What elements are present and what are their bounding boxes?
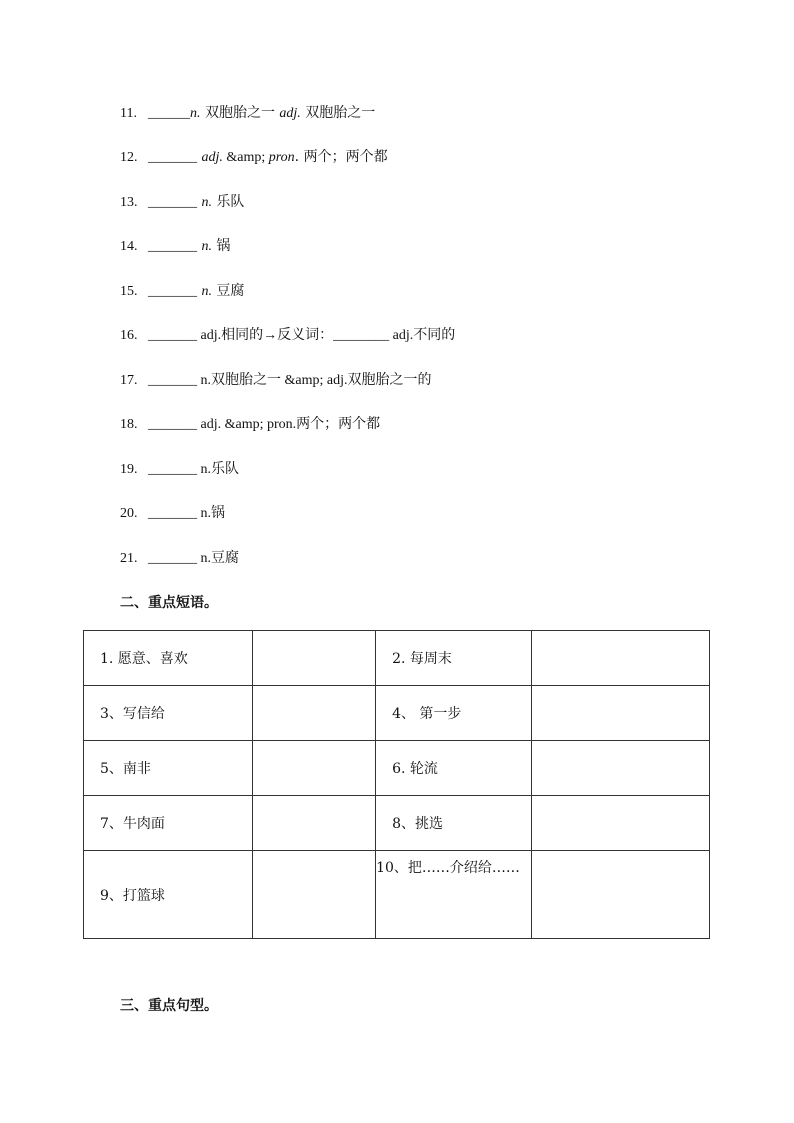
part-of-speech: adj.	[201, 150, 223, 165]
section-title-phrases: 二、重点短语。	[120, 595, 218, 611]
phrase-cell: 6. 轮流	[376, 741, 532, 796]
answer-blank[interactable]: _______	[148, 328, 197, 343]
answer-blank[interactable]: _______	[148, 506, 197, 521]
answer-blank[interactable]: _______	[148, 551, 197, 566]
vocab-item-19	[120, 460, 239, 479]
definition: 双胞胎之一	[200, 105, 280, 121]
answer-blank[interactable]: _______	[148, 373, 197, 388]
vocab-item-12	[120, 148, 388, 167]
answer-cell[interactable]	[531, 686, 709, 741]
vocab-item-14	[120, 237, 230, 256]
item-number: 19.	[120, 462, 138, 477]
answer-blank[interactable]: _______	[148, 239, 197, 254]
answer-cell[interactable]	[252, 631, 376, 686]
definition: adj. &amp; pron.两个；两个都	[197, 417, 381, 432]
part-of-speech: n.	[201, 195, 212, 210]
item-number: 21.	[120, 551, 138, 566]
phrase-cell: 3、写信给	[84, 686, 253, 741]
answer-cell[interactable]	[252, 851, 376, 939]
definition: adj.相同的→反义词：________ adj.不同的	[197, 328, 456, 343]
vocab-item-11	[120, 104, 375, 123]
definition: 双胞胎之一	[300, 105, 376, 121]
vocab-item-21	[120, 549, 239, 568]
answer-blank[interactable]: _______	[148, 417, 197, 432]
phrase-cell: 9、打篮球	[84, 851, 253, 939]
item-number: 13.	[120, 195, 138, 210]
part-of-speech: n.	[190, 106, 201, 121]
answer-blank[interactable]: ______	[148, 106, 190, 121]
answer-cell[interactable]	[531, 796, 709, 851]
part-of-speech: n.	[201, 284, 212, 299]
part-of-speech: pron	[268, 150, 295, 165]
item-number: 15.	[120, 284, 138, 299]
phrase-cell: 5、南非	[84, 741, 253, 796]
item-number: 12.	[120, 150, 138, 165]
definition: n.乐队	[197, 462, 239, 477]
answer-cell[interactable]	[531, 851, 709, 939]
part-of-speech: adj.	[279, 106, 301, 121]
item-number: 18.	[120, 417, 138, 432]
part-of-speech: n.	[201, 239, 212, 254]
table-row	[84, 741, 710, 796]
vocab-item-18	[120, 415, 380, 434]
phrase-cell: 8、挑选	[376, 796, 532, 851]
item-number: 11.	[120, 106, 137, 121]
definition: n.锅	[197, 506, 225, 521]
phrases-table	[83, 630, 710, 939]
answer-cell[interactable]	[252, 741, 376, 796]
table-row	[84, 686, 710, 741]
item-number: 17.	[120, 373, 138, 388]
definition: n.豆腐	[197, 551, 239, 566]
phrase-cell: 2. 每周末	[376, 631, 532, 686]
answer-cell[interactable]	[531, 631, 709, 686]
vocab-item-20	[120, 504, 225, 523]
answer-blank[interactable]: _______	[148, 195, 197, 210]
answer-cell[interactable]	[252, 796, 376, 851]
phrase-cell: 10、把……介绍给……	[376, 851, 532, 939]
answer-blank[interactable]: _______	[148, 150, 197, 165]
vocab-item-15	[120, 282, 244, 301]
vocab-item-16	[120, 326, 455, 345]
answer-blank[interactable]: _______	[148, 462, 197, 477]
answer-blank[interactable]: _______	[148, 284, 197, 299]
vocab-item-17	[120, 371, 432, 390]
table-row	[84, 851, 710, 939]
table-row	[84, 631, 710, 686]
phrase-cell: 7、牛肉面	[84, 796, 253, 851]
definition: . 两个；两个都	[294, 149, 388, 165]
section-title-sentences: 三、重点句型。	[120, 998, 218, 1014]
item-number: 16.	[120, 328, 138, 343]
answer-cell[interactable]	[252, 686, 376, 741]
item-number: 14.	[120, 239, 138, 254]
item-number: 20.	[120, 506, 138, 521]
vocab-item-13	[120, 193, 244, 212]
answer-cell[interactable]	[531, 741, 709, 796]
phrase-cell: 4、 第一步	[376, 686, 532, 741]
definition: 豆腐	[211, 283, 245, 299]
definition: &amp;	[222, 150, 269, 165]
definition: n.双胞胎之一 &amp; adj.双胞胎之一的	[197, 373, 432, 388]
definition: 锅	[211, 238, 231, 254]
table-row	[84, 796, 710, 851]
definition: 乐队	[211, 194, 245, 210]
phrase-cell: 1. 愿意、喜欢	[84, 631, 253, 686]
